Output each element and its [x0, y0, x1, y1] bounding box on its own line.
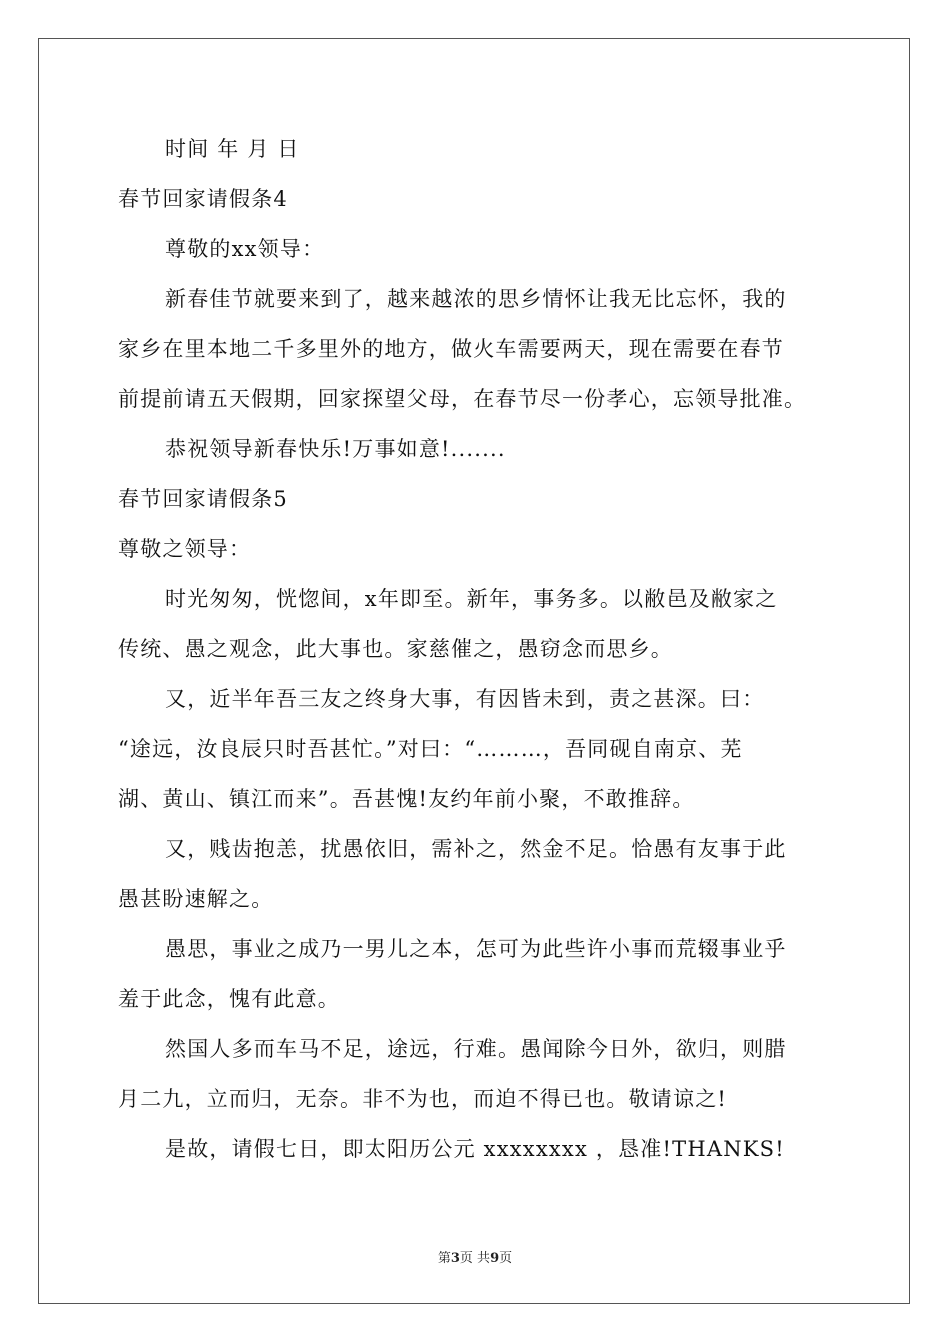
paragraph-line: 家乡在里本地二千多里外的地方，做火车需要两天，现在需要在春节: [118, 337, 784, 361]
paragraph-line: 月二九，立而归，无奈。非不为也，而迫不得已也。敬请谅之!: [118, 1087, 728, 1111]
section-title-5: 春节回家请假条5: [118, 487, 288, 511]
salutation-5: 尊敬之领导：: [118, 537, 252, 561]
paragraph-line: 愚思，事业之成乃一男儿之本，怎可为此些许小事而荒辍事业乎: [165, 937, 787, 961]
paragraph-line: 前提前请五天假期，回家探望父母，在春节尽一份孝心，忘领导批准。: [118, 387, 807, 411]
paragraph-line: “途远，汝良辰只时吾甚忙。”对曰：“………，吾同砚自南京、芜: [118, 737, 743, 761]
date-line: 时间 年 月 日: [165, 137, 300, 161]
paragraph-line: 羞于此念，愧有此意。: [118, 987, 340, 1011]
page-footer: [0, 1247, 950, 1266]
paragraph-line: 又，近半年吾三友之终身大事，有因皆未到，责之甚深。曰：: [165, 687, 765, 711]
paragraph-line: 又，贱齿抱恙，扰愚依旧，需补之，然金不足。恰愚有友事于此: [165, 837, 787, 861]
salutation-4: 尊敬的xx领导：: [165, 237, 325, 261]
paragraph-line: 愚甚盼速解之。: [118, 887, 274, 911]
page-total: 9: [490, 1251, 500, 1266]
paragraph-line: 湖、黄山、镇江而来”。吾甚愧!友约年前小聚，不敢推辞。: [118, 787, 695, 811]
paragraph-line: 传统、愚之观念，此大事也。家慈催之，愚窃念而思乡。: [118, 637, 673, 661]
page-border: [38, 38, 910, 1304]
page-prefix: 第: [437, 1251, 451, 1266]
section-title-4: 春节回家请假条4: [118, 187, 288, 211]
page-mid: 页 共: [459, 1251, 491, 1266]
paragraph-line: 时光匆匆，恍惚间，x年即至。新年，事务多。以敝邑及敝家之: [165, 587, 778, 611]
paragraph-line: 然国人多而车马不足，途远，行难。愚闻除今日外，欲归，则腊: [165, 1037, 787, 1061]
paragraph-line: 新春佳节就要来到了，越来越浓的思乡情怀让我无比忘怀，我的: [165, 287, 787, 311]
paragraph-line: 是故，请假七日，即太阳历公元 xxxxxxxx ，恳准!THANKS!: [165, 1137, 785, 1161]
greeting-line: 恭祝领导新春快乐!万事如意!.......: [165, 437, 506, 461]
page-current: 3: [450, 1251, 460, 1266]
page-suffix: 页: [499, 1251, 513, 1266]
